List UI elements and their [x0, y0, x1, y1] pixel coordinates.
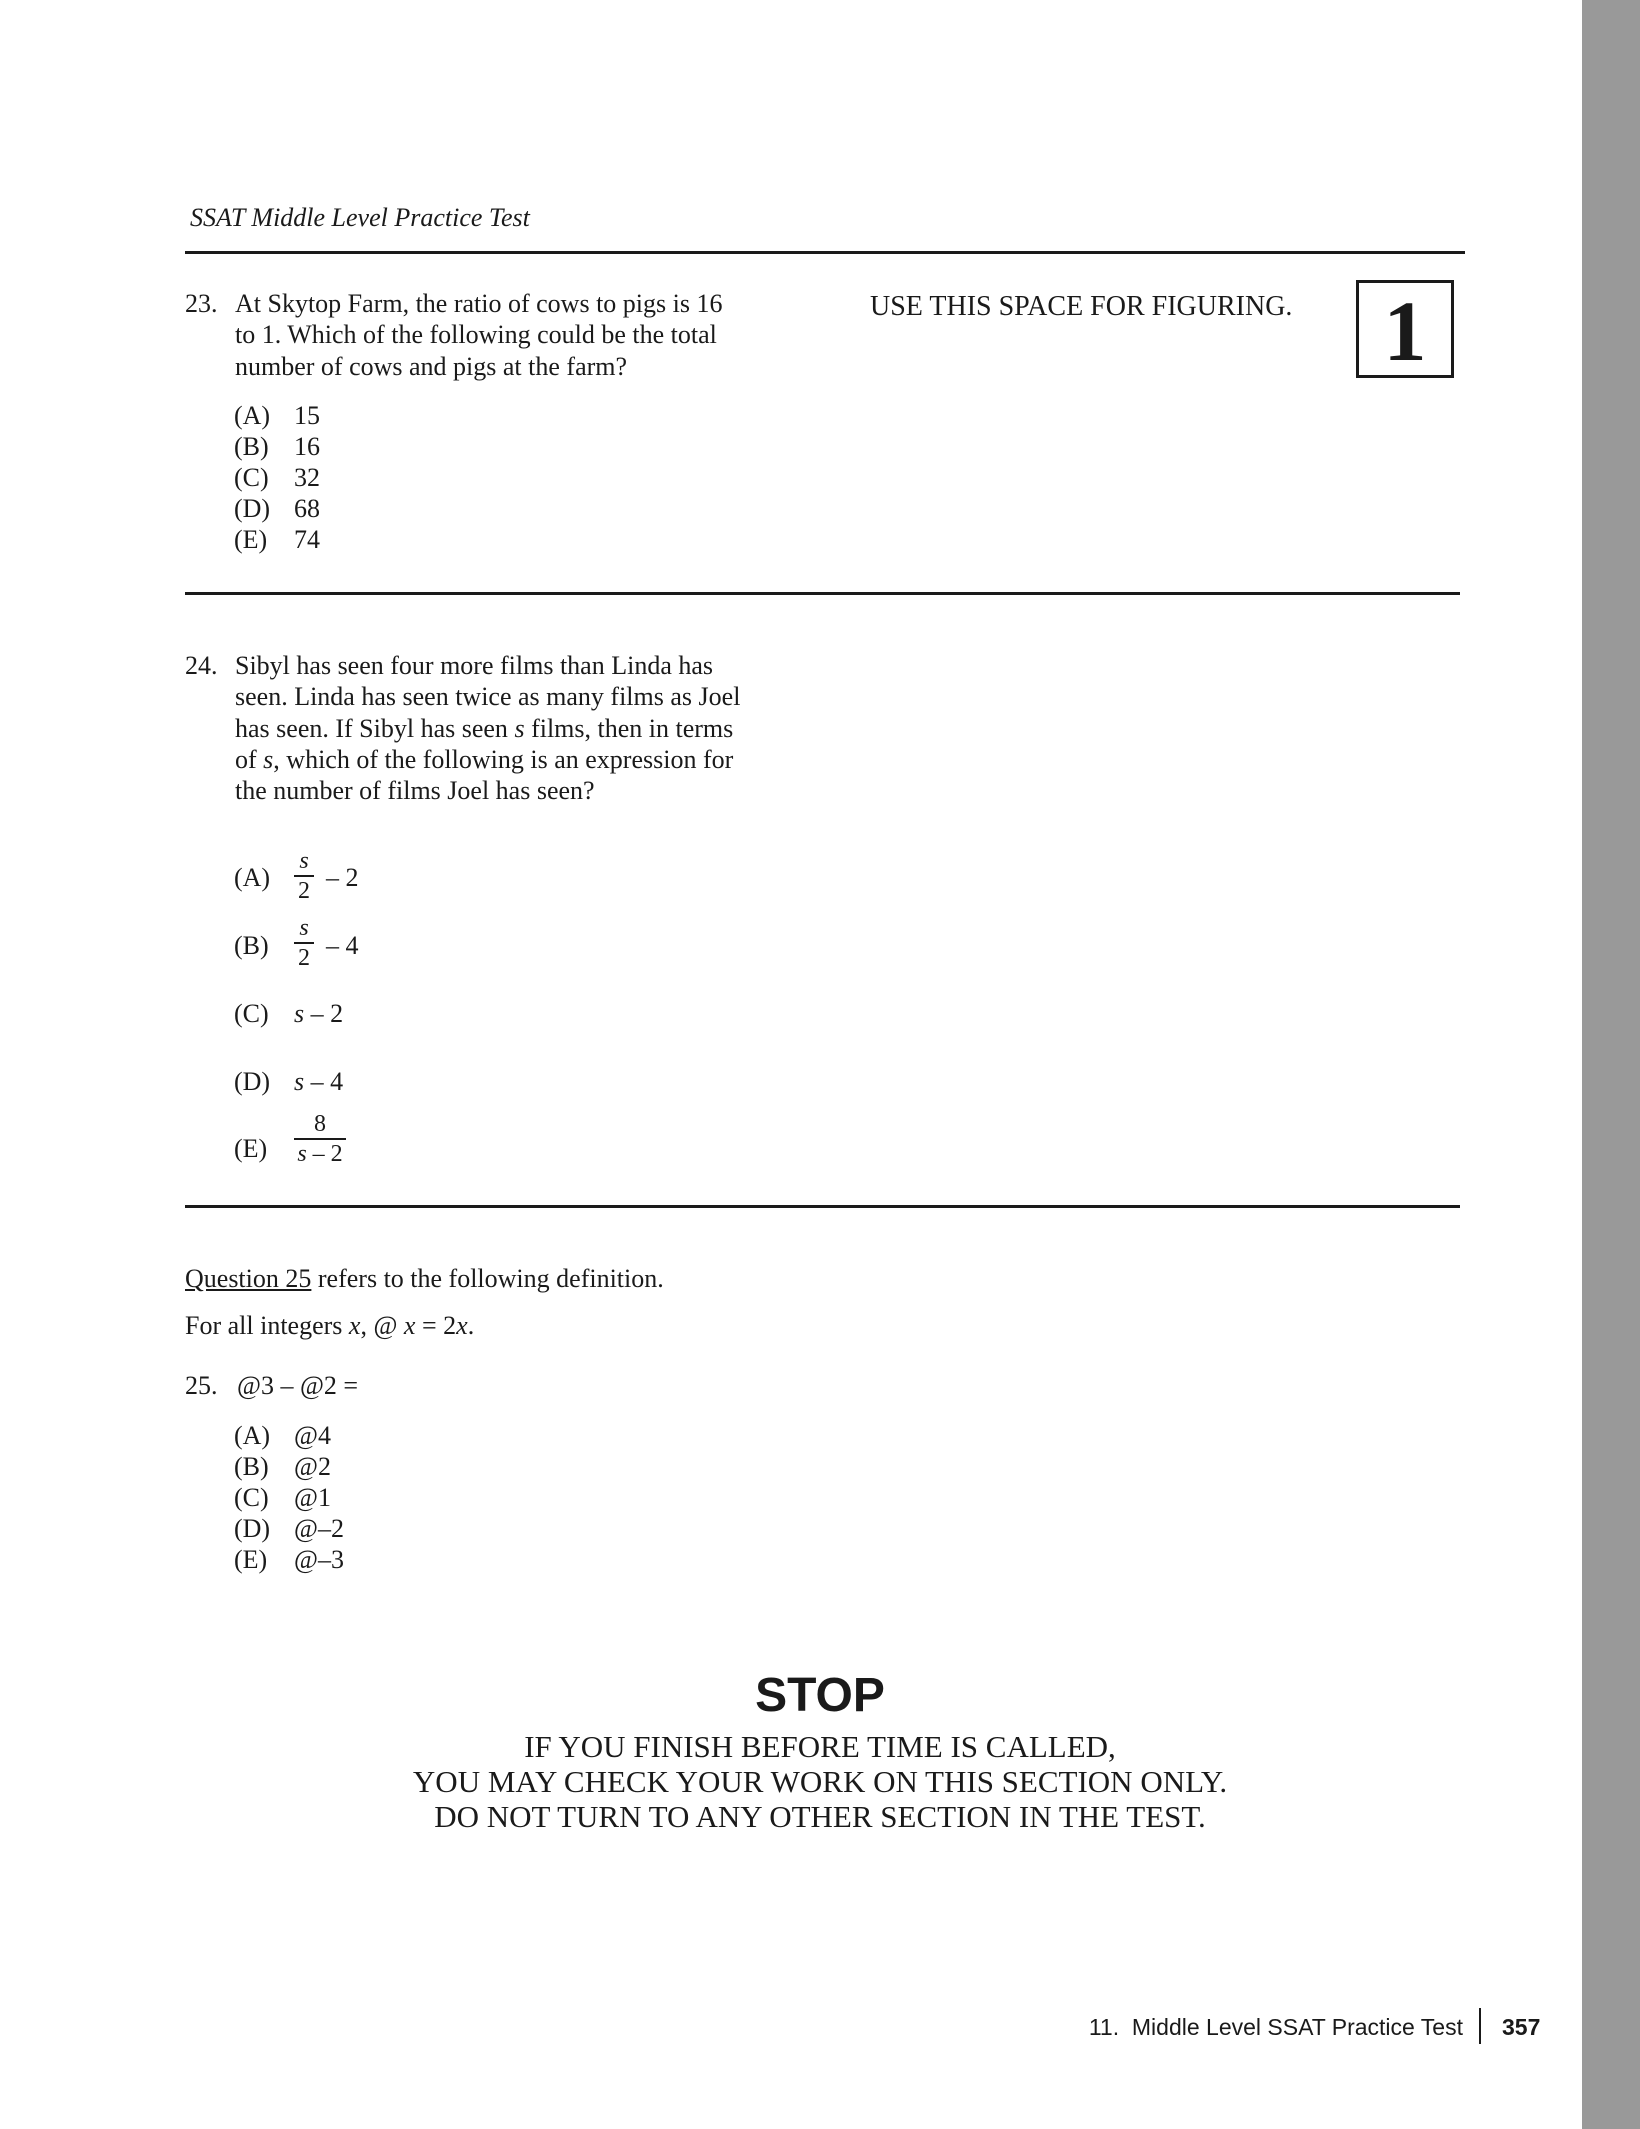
question-stem — [235, 650, 795, 806]
page-number: 357 — [1502, 2014, 1541, 2040]
answer-choice-e[interactable]: (E) @–3 — [234, 1545, 344, 1574]
stop-heading: STOP — [755, 1669, 885, 1722]
stem-line: At Skytop Farm, the ratio of cows to pigs is 16 — [235, 289, 723, 318]
running-header: SSAT Middle Level Practice Test — [190, 203, 530, 232]
footer-separator — [1479, 2008, 1481, 2044]
stem-line: number of cows and pigs at the farm? — [235, 351, 628, 381]
question-stem — [235, 288, 795, 382]
stem-line: of s, which of the following is an expression for — [235, 744, 734, 774]
answer-choice-d[interactable]: (D) @–2 — [234, 1514, 344, 1543]
answer-choice-b[interactable]: (B) — [234, 931, 269, 960]
answer-choice-c[interactable]: (C) 32 — [234, 463, 320, 492]
stem-line: to 1. Which of the following could be the total — [235, 320, 717, 350]
question-divider — [185, 592, 1460, 595]
answer-choice-a[interactable]: (A) 15 — [234, 401, 320, 430]
header-rule — [185, 251, 1465, 254]
question-number: 25. — [185, 1371, 218, 1400]
answer-choice-e[interactable]: (E) — [234, 1134, 268, 1163]
answer-choice-c[interactable]: (C) s – 2 — [234, 999, 344, 1028]
answer-choice-d[interactable]: (D) 68 — [234, 494, 320, 523]
answer-choice-c[interactable]: (C) @1 — [234, 1483, 331, 1512]
question-number: 23. — [185, 289, 218, 318]
stem-line: the number of films Joel has seen? — [235, 776, 595, 806]
fraction: s 2 — [294, 914, 314, 972]
instruction-line: IF YOU FINISH BEFORE TIME IS CALLED, — [524, 1729, 1116, 1764]
answer-choice-a[interactable]: (A) — [234, 863, 271, 892]
instruction-line: YOU MAY CHECK YOUR WORK ON THIS SECTION ONLY. — [412, 1764, 1228, 1799]
answer-choice-a[interactable]: (A) @4 — [234, 1421, 331, 1450]
question-25 — [185, 1370, 585, 1402]
stem-line: Sibyl has seen four more films than Linda has — [235, 651, 714, 680]
choice-remainder: – 4 — [326, 931, 359, 960]
question-divider — [185, 1205, 1460, 1208]
answer-choice-b[interactable]: (B) @2 — [234, 1452, 331, 1481]
choice-remainder: – 2 — [326, 863, 359, 892]
question-25-intro: Question 25 refers to the following definition. — [185, 1264, 664, 1293]
stem-line: seen. Linda has seen twice as many films as Joel — [235, 682, 741, 712]
definition: For all integers x, @ x = 2x. — [185, 1311, 475, 1340]
footer-chapter: 11. Middle Level SSAT Practice Test — [1088, 2014, 1463, 2040]
question-stem: @3 – @2 = — [237, 1371, 359, 1400]
fraction: s 2 — [294, 847, 314, 905]
answer-choice-d[interactable]: (D) s – 4 — [234, 1067, 344, 1096]
answer-choice-e[interactable]: (E) 74 — [234, 525, 320, 554]
question-number: 24. — [185, 651, 218, 680]
fraction: 8 s – 2 — [294, 1110, 346, 1168]
instruction-line: DO NOT TURN TO ANY OTHER SECTION IN THE TEST. — [434, 1799, 1206, 1834]
figuring-note: USE THIS SPACE FOR FIGURING. — [870, 291, 1293, 322]
stem-line: has seen. If Sibyl has seen s films, then in terms — [235, 713, 734, 743]
stop-instructions — [0, 1729, 1640, 1834]
answer-choice-b[interactable]: (B) 16 — [234, 432, 320, 461]
section-number-box: 1 — [1356, 280, 1454, 378]
question-reference: Question 25 — [185, 1264, 312, 1293]
